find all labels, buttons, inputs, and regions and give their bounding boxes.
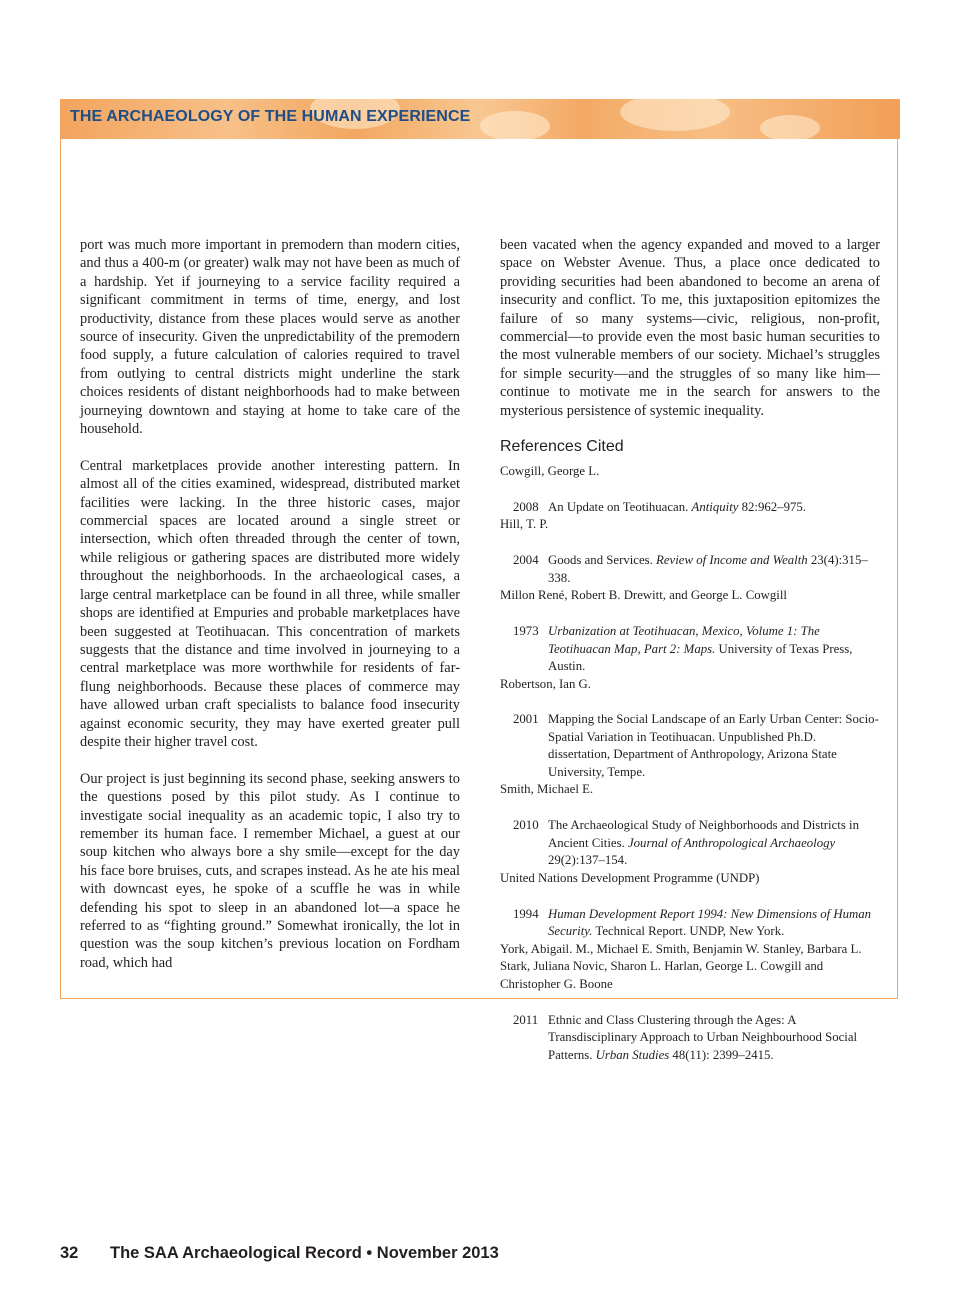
- reference-item: [500, 676, 880, 782]
- citation-details: 23(4):315–338.: [548, 553, 868, 585]
- citation-details: 48(11): 2399–2415.: [669, 1047, 774, 1062]
- reference-entry: [500, 1012, 880, 1065]
- reference-year: 2001: [513, 712, 539, 727]
- reference-item: [500, 587, 880, 675]
- reference-citation: [548, 906, 880, 941]
- reference-item: [500, 781, 880, 869]
- paragraph: port was much more important in premodern than modern cities, and thus a 400-m (or greater) walk may not have been as much of a hardship. Yet if journeying to a service facility required a significant commitment in terms of time, energy, and lost productivity, distance from these places would serve as another source of insecurity. Given the unpredictability of the premodern food supply, a future calculation of calories required to travel from outlying to central districts might underline the stark choices residents of distant neighborhoods had to make between journeying downtown and staying at home to take care of the household.: [80, 237, 460, 438]
- issue-date: November 2013: [376, 1244, 499, 1262]
- reference-entry: [500, 711, 880, 781]
- citation-details: 29(2):137–154.: [548, 853, 628, 868]
- citation-details: University of Texas Press, Austin.: [548, 641, 853, 674]
- citation-title: Urban Studies: [595, 1047, 670, 1062]
- paragraph: Central marketplaces provide another interesting pattern. In almost all of the cities examined, widespread, distributed market facilities were lacking. In the three historic cases, major commercial spaces are located around a single street or intersection, which often threaded through the center of town, while religious or gathering spaces are distributed more widely throughout the neighborhoods. In the archaeological cases, a large central marketplace can be found in all three, while smaller shops are identified at Empuries and probable marketplaces have been suggested at Teotihuacan. This concentration of markets suggests that the distance and time involved in journeying to a central marketplace was more worthwhile for residents of far-flung neighborhoods. Because these places of commerce may have allowed urban craft specialists to balance food insecurity against economic security, they may have exerted greater pull despite their higher travel cost.: [80, 457, 460, 750]
- citation-title: Review of Income and Wealth: [656, 553, 808, 568]
- reference-citation: [548, 817, 880, 870]
- reference-author: York, Abigail. M., Michael E. Smith, Benjamin W. Stanley, Barbara L. Stark, Juliana Novic, Sharon L. Harlan, George L. Cowgill and Christopher G. Boone: [500, 941, 862, 991]
- journal-name: The SAA Archaeological Record: [110, 1244, 362, 1262]
- reference-citation: [548, 711, 880, 781]
- reference-year: 2011: [513, 1012, 539, 1027]
- citation-text: The Archaeological Study of Neighborhoods and Districts in Ancient Cities.: [548, 818, 859, 850]
- citation-title: Antiquity: [691, 499, 739, 514]
- reference-item: [500, 516, 880, 587]
- right-column: [500, 236, 880, 1064]
- citation-details: 82:962–975.: [738, 499, 806, 514]
- citation-title: Human Development Report 1994: New Dimensions of Human Security.: [548, 906, 872, 939]
- reference-author: Hill, T. P.: [500, 517, 549, 532]
- section-title: THE ARCHAEOLOGY OF THE HUMAN EXPERIENCE: [70, 108, 471, 125]
- reference-author: Cowgill, George L.: [500, 463, 600, 478]
- paragraph: Our project is just beginning its second phase, seeking answers to the questions posed by this pilot study. As I continue to investigate social inequality as an academic topic, I also try to remember its human face. I remember Michael, a guest at our soup kitchen who always bore a shy smile—except for the day his face bore bruises, cuts, and scrapes instead. As he ate his meal with downcast eyes, he spoke of a scuffle he was in while defending his spot to sleep in an abandoned lot—a space he referred to as “fighting ground.” Somewhat ironically, the lot in question was the soup kitchen’s previous location on Fordham road, which had: [80, 770, 460, 971]
- reference-item: [500, 463, 880, 516]
- reference-year: 2004: [513, 553, 539, 568]
- footer-separator: •: [361, 1244, 377, 1262]
- reference-entry: [500, 552, 880, 587]
- reference-citation: [548, 1012, 880, 1065]
- reference-entry: [500, 906, 880, 941]
- left-column: [80, 236, 460, 991]
- reference-citation: [548, 499, 880, 517]
- citation-text: Mapping the Social Landscape of an Early Urban Center: Socio-Spatial Variation in Teotihuacan. Unpublished Ph.D. dissertation, Department of Anthropology, Arizona State University, Tempe.: [548, 712, 879, 779]
- reference-author: Robertson, Ian G.: [500, 676, 591, 691]
- citation-title: Journal of Anthropological Archaeology: [627, 835, 836, 850]
- paragraph: been vacated when the agency expanded and moved to a larger space on Webster Avenue. Thus, a place once dedicated to providing securities had been abandoned to become an arena of insecurity and conflict. To me, this juxtaposition epitomizes the failure of so many systems—civic, religious, non-profit, commercial—to provide even the most basic human securities to the most vulnerable members of our society. Michael’s struggles for simple security—and the struggles of so many like him—continue to motivate me in the search for answers to the mysterious persistence of systemic inequality.: [500, 237, 880, 419]
- reference-author: Smith, Michael E.: [500, 782, 594, 797]
- reference-year: 1994: [513, 906, 539, 921]
- citation-text: Goods and Services.: [548, 553, 657, 568]
- reference-citation: [548, 552, 880, 587]
- reference-author: United Nations Development Programme (UNDP): [500, 870, 760, 885]
- reference-year: 2008: [513, 499, 539, 514]
- reference-citation: [548, 623, 880, 676]
- page-footer: [60, 1244, 499, 1263]
- reference-author: Millon René, Robert B. Drewitt, and George L. Cowgill: [500, 588, 787, 603]
- reference-item: [500, 941, 880, 1064]
- reference-entry: [500, 499, 880, 517]
- reference-item: [500, 870, 880, 941]
- page-number: 32: [60, 1244, 79, 1262]
- reference-year: 2010: [513, 818, 539, 833]
- header-banner: [60, 99, 900, 139]
- reference-list: [500, 463, 880, 1064]
- citation-details: Technical Report. UNDP, New York.: [592, 924, 785, 939]
- reference-year: 1973: [513, 624, 539, 639]
- citation-text: An Update on Teotihuacan.: [548, 499, 692, 514]
- reference-entry: [500, 817, 880, 870]
- citation-text: Ethnic and Class Clustering through the Ages: A Transdisciplinary Approach to Urban Neighbourhood Social Patterns.: [548, 1012, 858, 1062]
- references-heading: References Cited: [500, 438, 624, 456]
- citation-title: Urbanization at Teotihuacan, Mexico, Volume 1: The Teotihuacan Map, Part 2: Maps.: [548, 624, 820, 656]
- reference-entry: [500, 623, 880, 676]
